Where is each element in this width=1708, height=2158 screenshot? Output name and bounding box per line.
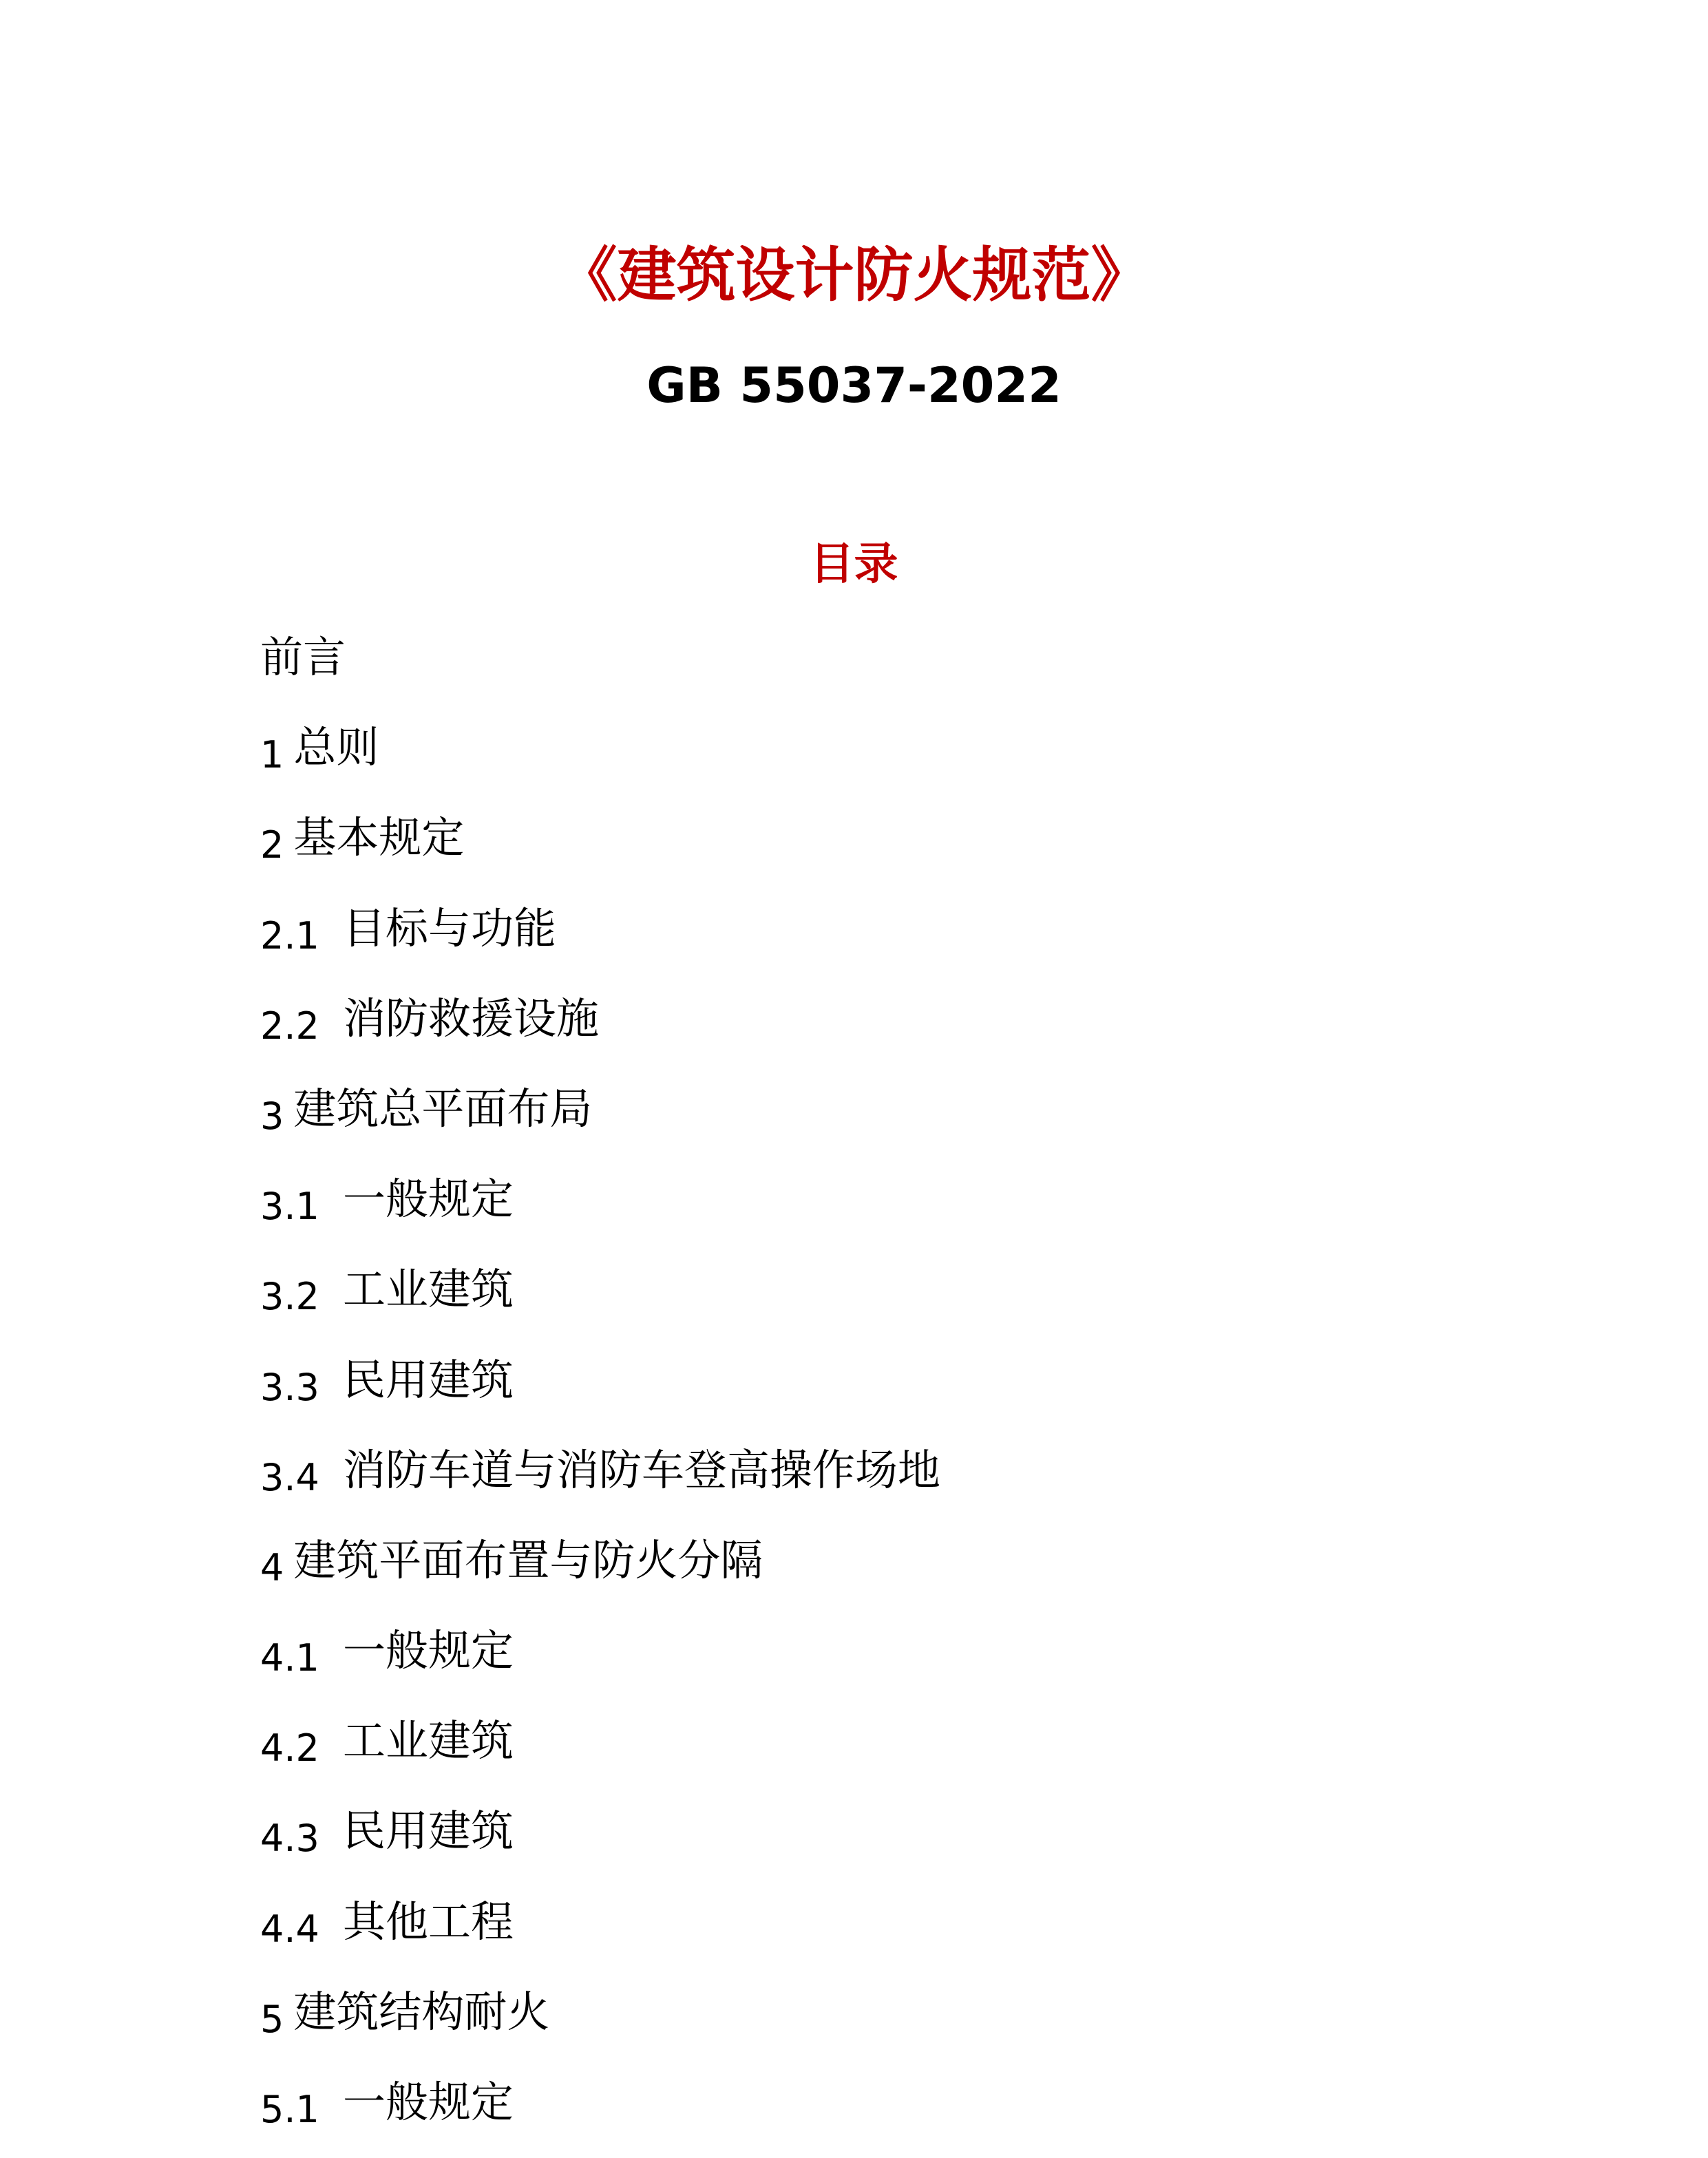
toc-item-label: 前言 [260, 632, 346, 682]
toc-item-label: 总则 [293, 722, 379, 773]
toc-item-number: 1 [260, 733, 284, 777]
toc-item-label: 目标与功能 [343, 902, 557, 953]
toc-item-5[interactable] [260, 1978, 940, 2068]
toc-item-2-1[interactable] [260, 894, 940, 984]
toc-item-label: 建筑平面布置与防火分隔 [293, 1534, 763, 1585]
toc-item-3-1[interactable] [260, 1165, 940, 1255]
toc-item-label: 一般规定 [343, 1174, 514, 1225]
toc-item-number: 3.1 [260, 1185, 319, 1229]
toc-item-1[interactable] [260, 713, 940, 803]
toc-item-number: 4.1 [260, 1636, 319, 1680]
toc-item-4-3[interactable] [260, 1797, 940, 1887]
toc-item-foreword[interactable] [260, 623, 940, 713]
toc-item-4[interactable] [260, 1526, 940, 1616]
toc-item-number: 3.4 [260, 1455, 319, 1499]
toc-item-label: 建筑总平面布局 [293, 1083, 593, 1134]
toc-item-number: 4.3 [260, 1817, 319, 1861]
toc-item-number: 4 [260, 1545, 284, 1589]
toc-item-3-3[interactable] [260, 1346, 940, 1436]
toc-item-4-4[interactable] [260, 1887, 940, 1978]
toc-item-4-1[interactable] [260, 1616, 940, 1706]
toc-item-label: 消防车道与消防车登高操作场地 [343, 1444, 941, 1495]
toc-item-label: 一般规定 [343, 1625, 514, 1676]
toc-item-number: 2.2 [260, 1004, 319, 1048]
toc-item-label: 工业建筑 [343, 1264, 514, 1315]
toc-item-5-1[interactable] [260, 2068, 940, 2158]
toc-item-number: 2 [260, 823, 284, 867]
standard-code: GB 55037-2022 [646, 357, 1062, 414]
toc-item-label: 建筑结构耐火 [293, 1986, 550, 2037]
toc-item-3-2[interactable] [260, 1255, 940, 1345]
toc-item-3[interactable] [260, 1075, 940, 1165]
toc-item-number: 4.2 [260, 1726, 319, 1770]
toc-item-3-4[interactable] [260, 1436, 940, 1526]
toc-item-number: 2.1 [260, 913, 319, 958]
table-of-contents [260, 623, 940, 2158]
toc-item-label: 消防救援设施 [343, 993, 600, 1044]
toc-item-number: 3.3 [260, 1365, 319, 1409]
toc-item-label: 其他工程 [343, 1896, 514, 1947]
toc-heading: 目录 [810, 539, 898, 590]
toc-item-2[interactable] [260, 803, 940, 893]
toc-item-label: 民用建筑 [343, 1354, 514, 1405]
toc-item-number: 3 [260, 1094, 284, 1138]
toc-item-label: 民用建筑 [343, 1806, 514, 1856]
toc-item-label: 工业建筑 [343, 1715, 514, 1766]
toc-item-4-2[interactable] [260, 1706, 940, 1797]
toc-item-number: 4.4 [260, 1907, 319, 1951]
toc-item-label: 一般规定 [343, 2077, 514, 2127]
document-title: 《建筑设计防火规范》 [558, 241, 1150, 310]
toc-item-number: 5 [260, 1997, 284, 2041]
toc-item-2-2[interactable] [260, 984, 940, 1075]
toc-item-number: 5.1 [260, 2088, 319, 2131]
toc-item-number: 3.2 [260, 1275, 319, 1319]
toc-item-label: 基本规定 [293, 812, 465, 863]
